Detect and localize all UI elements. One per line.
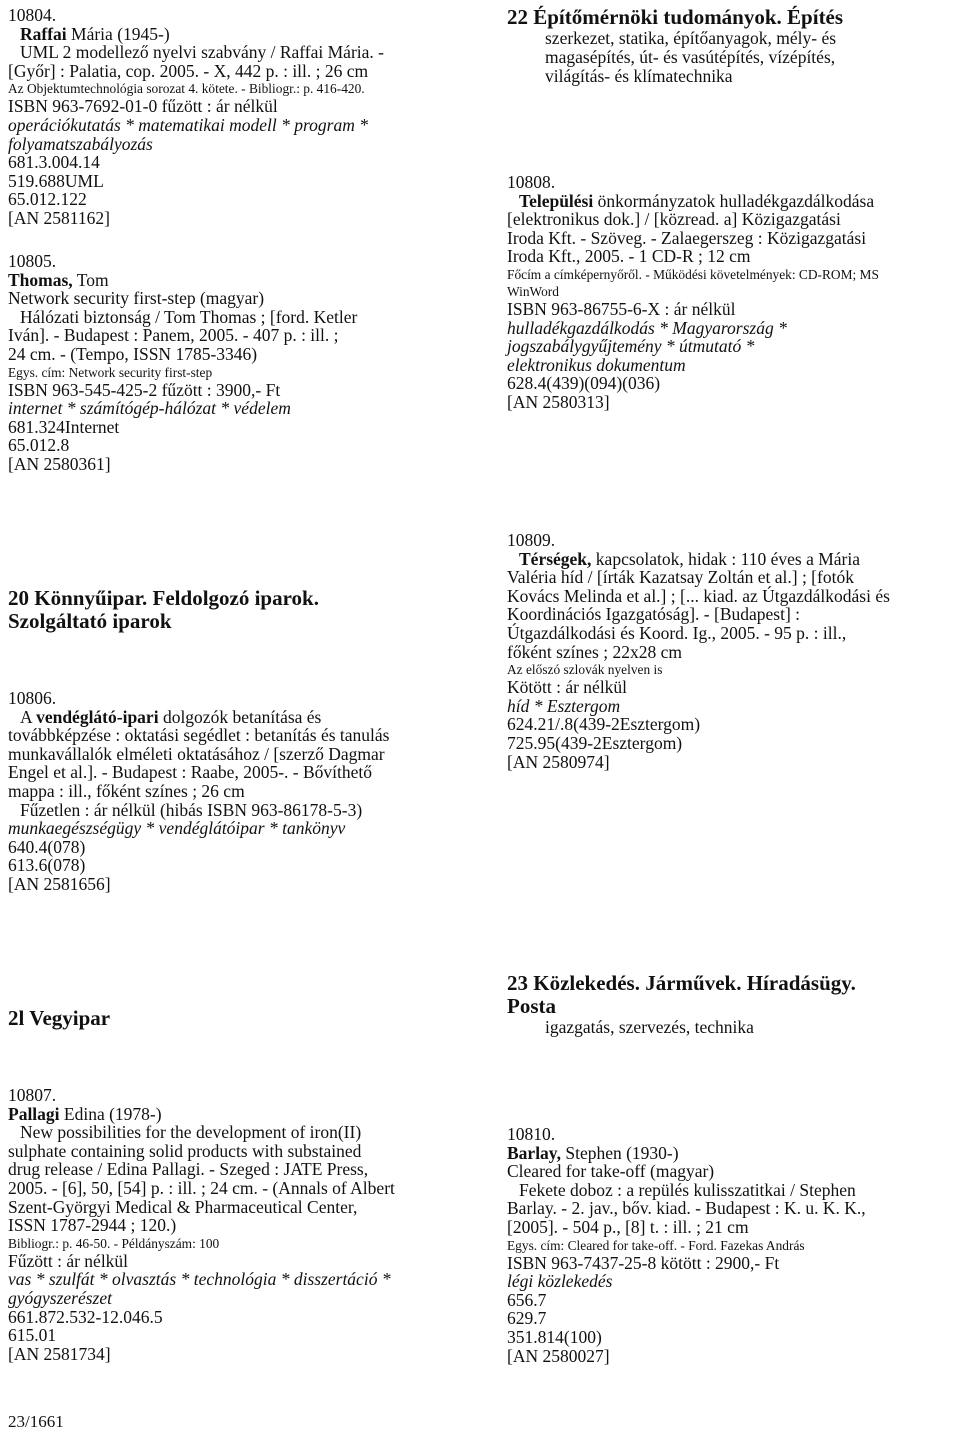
record-title: továbbképzése : oktatási segédlet : betanítás és tanulás	[8, 725, 390, 746]
record-an: [AN 2581162]	[8, 207, 110, 228]
record-class: 624.21/.8(439-2Esztergom)	[507, 714, 701, 735]
record-class: 628.4(439)(094)(036)	[507, 373, 661, 394]
record-author-dates: Mária (1945-)	[66, 23, 170, 44]
record-title: Valéria híd / [írták Kazatsay Zoltán et al.] ; [fotók	[507, 567, 854, 588]
record-imprint: Koordinációs Igazgatóság]. - [Budapest] :	[507, 604, 801, 625]
page-number: 23/1661	[8, 1412, 64, 1431]
record-an: [AN 2580313]	[507, 391, 610, 412]
record-isbn: Kötött : ár nélkül	[507, 677, 628, 698]
record-title-keyword: vendéglátó-ipari	[36, 706, 159, 727]
record-subject: folyamatszabályozás	[8, 133, 153, 154]
record-imprint: főként színes ; 22x28 cm	[507, 641, 682, 662]
record-class: 65.012.8	[8, 435, 70, 456]
record-title: Cleared for take-off (magyar)	[507, 1161, 715, 1182]
record-10805	[8, 252, 357, 474]
record-isbn: ISBN 963-86755-6-X : ár nélkül	[507, 298, 736, 319]
section-heading-line: 20 Könnyűipar. Feldolgozó iparok.	[8, 586, 319, 610]
record-author: Thomas,	[8, 269, 73, 290]
section-heading-20	[8, 587, 319, 633]
record-title-keyword: Települési	[519, 190, 594, 211]
record-number: 10808.	[507, 172, 556, 192]
record-subject: munkaegészségügy * vendéglátóipar * tankönyv	[8, 818, 346, 839]
record-title: Fekete doboz : a repülés kulisszatitkai / Stephen	[519, 1179, 856, 1200]
record-subject: hulladékgazdálkodás * Magyarország *	[507, 317, 787, 338]
record-note: Az Objektumtechnológia sorozat 4. kötete. - Bibliogr.: p. 416-420.	[8, 81, 365, 97]
record-an: [AN 2581734]	[8, 1343, 111, 1364]
record-title: munkavállalók elméleti oktatásához / [szerző Dagmar	[8, 743, 385, 764]
record-number: 10804.	[8, 5, 57, 25]
record-note: Egys. cím: Network security first-step	[8, 364, 213, 380]
record-an: [AN 2580361]	[8, 453, 111, 474]
record-title-keyword: Térségek,	[519, 548, 592, 569]
record-author-dates: Stephen (1930-)	[560, 1142, 679, 1163]
record-note: Az előszó szlovák nyelven is	[507, 662, 663, 678]
record-title: New possibilities for the development of iron(II)	[20, 1122, 362, 1143]
record-class: 725.95(439-2Esztergom)	[507, 732, 683, 753]
record-number: 10810.	[507, 1124, 556, 1144]
record-title: Network security first-step (magyar)	[8, 288, 265, 309]
record-title: önkormányzatok hulladékgazdálkodása	[593, 190, 875, 211]
record-author: Pallagi	[8, 1103, 60, 1124]
record-isbn: Fűzött : ár nélkül	[8, 1250, 129, 1271]
record-class: 615.01	[8, 1325, 57, 1346]
record-title-prefix: A	[20, 706, 37, 727]
section-heading-21	[8, 1007, 110, 1030]
record-class: 629.7	[507, 1308, 547, 1329]
section-heading-22	[507, 6, 843, 86]
record-class: 681.324Internet	[8, 416, 120, 437]
record-title: [elektronikus dok.] / [közread. a] Közigazgatási	[507, 209, 841, 230]
record-title: sulphate containing solid products with substained	[8, 1140, 362, 1161]
record-10806	[8, 689, 389, 894]
record-author: Raffai	[20, 23, 67, 44]
section-heading-line: 2l Vegyipar	[8, 1006, 111, 1030]
record-imprint: drug release / Edina Pallagi. - Szeged : JATE Press,	[8, 1159, 369, 1180]
record-class: 519.688UML	[8, 170, 104, 191]
record-class: 613.6(078)	[8, 855, 86, 876]
section-heading-23	[507, 972, 856, 1037]
record-title: dolgozók betanítása és	[158, 706, 322, 727]
record-number: 10807.	[8, 1085, 57, 1105]
section-heading-line: 22 Építőmérnöki tudományok. Építés	[507, 5, 844, 29]
record-imprint: Iroda Kft., 2005. - 1 CD-R ; 12 cm	[507, 246, 751, 267]
record-an: [AN 2580974]	[507, 751, 610, 772]
record-subject: híd * Esztergom	[507, 695, 621, 716]
record-subject: elektronikus dokumentum	[507, 354, 686, 375]
record-author-dates: Tom	[72, 269, 109, 290]
record-note: Egys. cím: Cleared for take-off. - Ford. Fazekas András	[507, 1237, 805, 1253]
section-heading-line: 23 Közlekedés. Járművek. Híradásügy.	[507, 971, 856, 995]
record-subject: internet * számítógép-hálózat * védelem	[8, 398, 291, 419]
record-class: 65.012.122	[8, 189, 87, 210]
record-title: Hálózati biztonság / Tom Thomas ; [ford. Ketler	[20, 306, 358, 327]
record-subject: vas * szulfát * olvasztás * technológia * disszertáció *	[8, 1269, 391, 1290]
record-class: 681.3.004.14	[8, 152, 100, 173]
record-subject: jogszabálygyűjtemény * útmutató *	[507, 336, 755, 357]
record-note: Bibliogr.: p. 46-50. - Példányszám: 100	[8, 1235, 220, 1251]
record-isbn: ISBN 963-545-425-2 fűzött : 3900,- Ft	[8, 379, 281, 400]
record-note: WinWord	[507, 283, 559, 299]
record-imprint: 2005. - [6], 50, [54] p. : ill. ; 24 cm. - (Annals of Albert	[8, 1177, 395, 1198]
record-class: 661.872.532-12.046.5	[8, 1306, 163, 1327]
record-isbn: ISBN 963-7692-01-0 fűzött : ár nélkül	[8, 96, 278, 117]
record-imprint: [2005]. - 504 p., [8] t. : ill. ; 21 cm	[507, 1216, 749, 1237]
record-isbn: ISBN 963-7437-25-8 kötött : 2900,- Ft	[507, 1252, 780, 1273]
section-heading-line: Szolgáltató iparok	[8, 609, 172, 633]
record-imprint: [Győr] : Palatia, cop. 2005. - X, 442 p. : ill. ; 26 cm	[8, 60, 369, 81]
record-title: Kovács Melinda et al.] ; [... kiad. az Útgazdálkodási és	[507, 585, 890, 606]
section-subheading: magasépítés, út- és vasútépítés, vízépítés,	[545, 47, 836, 67]
record-author-dates: Edina (1978-)	[59, 1103, 162, 1124]
record-an: [AN 2581656]	[8, 873, 111, 894]
record-title: UML 2 modellező nyelvi szabvány / Raffai Mária. -	[20, 42, 384, 63]
record-an: [AN 2580027]	[507, 1345, 610, 1366]
record-imprint: mappa : ill., főként színes ; 26 cm	[8, 780, 245, 801]
record-isbn: Fűzetlen : ár nélkül (hibás ISBN 963-86178-5-3)	[20, 799, 363, 820]
record-subject: operációkutatás * matematikai modell * program *	[8, 114, 369, 135]
record-title: kapcsolatok, hidak : 110 éves a Mária	[591, 548, 860, 569]
record-imprint: Útgazdálkodási és Koord. Ig., 2005. - 95 p. : ill.,	[507, 622, 847, 643]
record-10804	[8, 6, 384, 228]
record-imprint: Szent-Györgyi Medical & Pharmaceutical Center,	[8, 1196, 358, 1217]
record-note: Főcím a címképernyőről. - Működési követelmények: CD-ROM; MS	[507, 266, 879, 282]
record-imprint: Engel et al.]. - Budapest : Raabe, 2005-. - Bővíthető	[8, 762, 373, 783]
record-class: 351.814(100)	[507, 1326, 602, 1347]
record-subject: gyógyszerészet	[8, 1287, 113, 1308]
section-subheading: szerkezet, statika, építőanyagok, mély- és	[545, 28, 837, 48]
record-author: Barlay,	[507, 1142, 561, 1163]
record-number: 10805.	[8, 251, 57, 271]
record-imprint: 24 cm. - (Tempo, ISSN 1785-3346)	[8, 343, 258, 364]
record-10809	[507, 531, 890, 771]
record-number: 10806.	[8, 688, 57, 708]
section-heading-line: Posta	[507, 994, 556, 1018]
section-subheading: igazgatás, szervezés, technika	[545, 1017, 754, 1037]
record-10808	[507, 173, 879, 412]
record-imprint: Iván]. - Budapest : Panem, 2005. - 407 p. : ill. ;	[8, 325, 339, 346]
record-imprint: ISSN 1787-2944 ; 120.)	[8, 1215, 177, 1236]
record-10807	[8, 1086, 395, 1363]
record-10810	[507, 1125, 866, 1365]
record-imprint: Barlay. - 2. jav., bőv. kiad. - Budapest : K. u. K. K.,	[507, 1198, 866, 1219]
record-subject: légi közlekedés	[507, 1271, 613, 1292]
section-subheading: világítás- és klímatechnika	[545, 66, 733, 86]
record-class: 640.4(078)	[8, 836, 86, 857]
record-class: 656.7	[507, 1289, 547, 1310]
record-number: 10809.	[507, 530, 556, 550]
record-imprint: Iroda Kft. - Szöveg. - Zalaegerszeg : Közigazgatási	[507, 227, 867, 248]
